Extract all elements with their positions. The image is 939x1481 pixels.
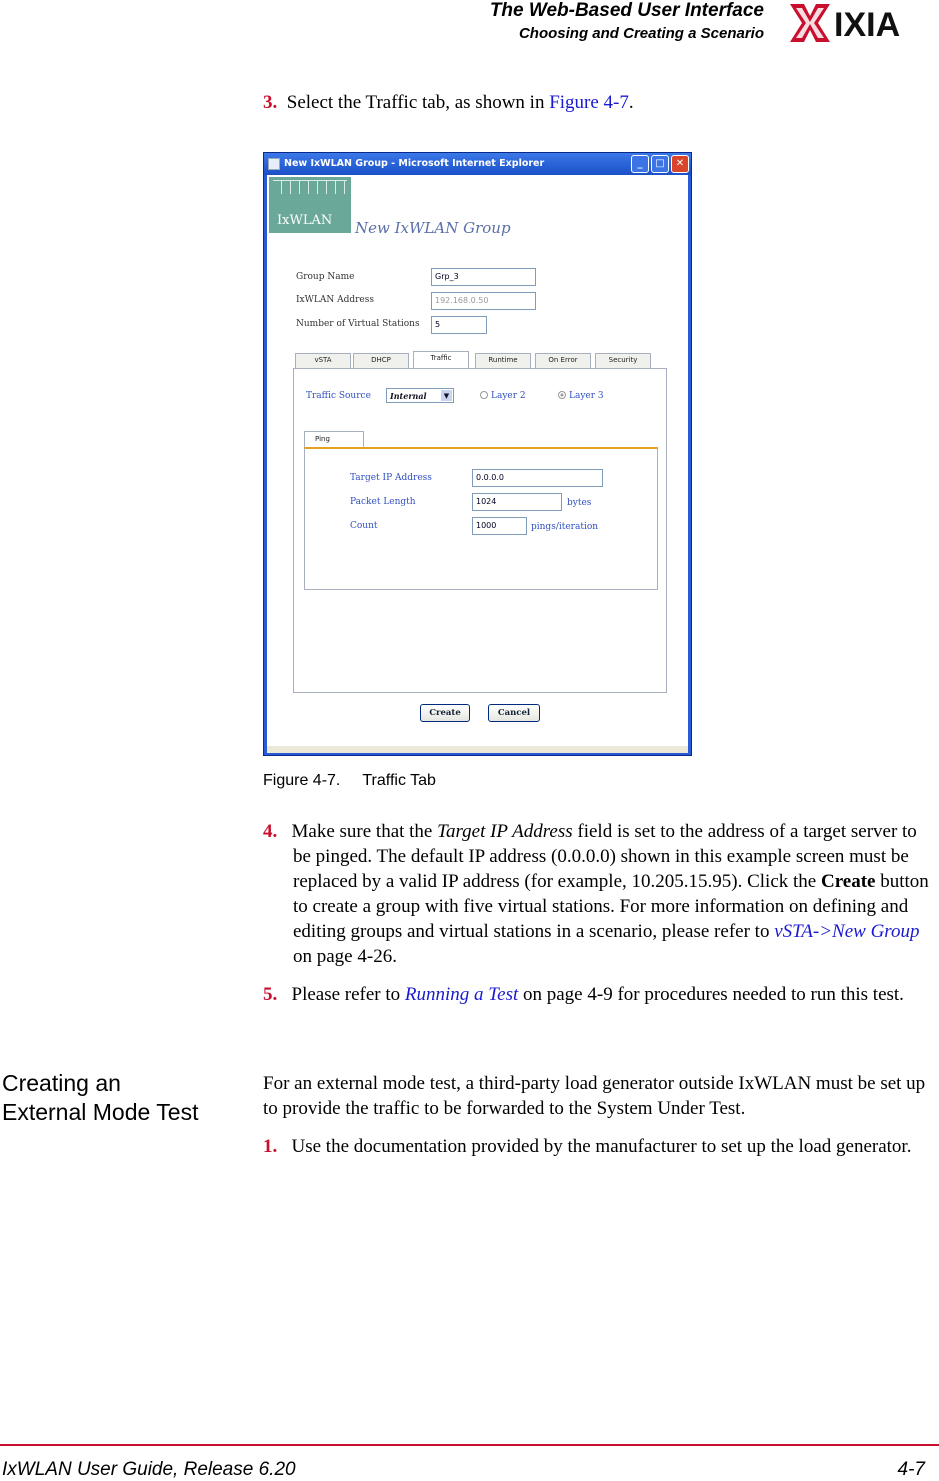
figure-link[interactable]: Figure 4-7 bbox=[549, 92, 629, 113]
close-icon[interactable]: ✕ bbox=[671, 155, 689, 173]
layer2-radio[interactable]: Layer 2 bbox=[480, 391, 526, 401]
packet-length-label: Packet Length bbox=[350, 497, 416, 507]
traffic-source-select[interactable]: Internal ▼ bbox=[386, 388, 454, 403]
page-number: 4-7 bbox=[897, 1459, 925, 1480]
radio-selected-icon bbox=[558, 391, 566, 399]
figure-label: Figure 4-7. bbox=[263, 772, 341, 789]
banner-name: IxWLAN bbox=[277, 213, 333, 228]
running-a-test-link[interactable]: Running a Test bbox=[404, 984, 519, 1005]
stations-input[interactable]: 5 bbox=[431, 316, 487, 334]
tab-security[interactable]: Security bbox=[595, 353, 651, 368]
layer3-radio[interactable]: Layer 3 bbox=[558, 391, 604, 401]
footer-title: IxWLAN User Guide, Release 6.20 bbox=[2, 1459, 296, 1480]
running-header-title: The Web-Based User Interface bbox=[489, 0, 764, 21]
figure-title: Traffic Tab bbox=[362, 772, 436, 789]
footer-rule bbox=[0, 1444, 939, 1446]
packet-length-input[interactable]: 1024 bbox=[472, 493, 562, 511]
tab-on-error[interactable]: On Error bbox=[535, 353, 591, 368]
group-name-label: Group Name bbox=[296, 272, 355, 282]
screenshot-window bbox=[263, 152, 692, 756]
vsta-new-group-link[interactable]: vSTA->New Group bbox=[774, 921, 920, 942]
tab-traffic[interactable]: Traffic bbox=[413, 351, 469, 368]
ixia-logo bbox=[786, 0, 936, 46]
traffic-source-label: Traffic Source bbox=[306, 391, 371, 401]
section-heading: Creating an External Mode Test bbox=[2, 1070, 199, 1125]
ie-icon bbox=[268, 158, 280, 170]
cancel-button[interactable]: Cancel bbox=[488, 704, 540, 722]
ixwlan-banner bbox=[269, 177, 351, 233]
ping-panel bbox=[304, 447, 658, 590]
group-name-input[interactable]: Grp_3 bbox=[431, 268, 536, 286]
window-title: New IxWLAN Group - Microsoft Internet Explorer bbox=[284, 158, 545, 169]
window-client bbox=[267, 175, 688, 753]
traffic-panel bbox=[293, 368, 667, 693]
form-title: New IxWLAN Group bbox=[355, 219, 511, 237]
tab-strip bbox=[295, 353, 655, 368]
step-5: 5. Please refer to Running a Test on page 4-9 for procedures needed to run this test. bbox=[263, 984, 904, 1005]
subtab-ping[interactable]: Ping bbox=[304, 431, 364, 447]
radio-icon bbox=[480, 391, 488, 399]
running-header-subtitle: Choosing and Creating a Scenario bbox=[518, 25, 764, 42]
tab-runtime[interactable]: Runtime bbox=[475, 353, 531, 368]
create-button[interactable]: Create bbox=[420, 704, 470, 722]
count-label: Count bbox=[350, 521, 378, 531]
maximize-icon[interactable]: □ bbox=[651, 155, 669, 173]
count-input[interactable]: 1000 bbox=[472, 517, 527, 535]
figure-caption bbox=[263, 772, 436, 790]
step-3: 3. Select the Traffic tab, as shown in Figure 4-7. bbox=[263, 92, 634, 113]
logo-wordmark: IXIA bbox=[834, 6, 901, 44]
tab-vsta[interactable]: vSTA bbox=[295, 353, 351, 368]
target-ip-input[interactable]: 0.0.0.0 bbox=[472, 469, 603, 487]
address-label: IxWLAN Address bbox=[296, 295, 374, 305]
step-4: 4. Make sure that the Target IP Address field is set to the address of a target server to be pinged. The default IP address (0.0.0.0) shown in this example screen must be replaced by a valid IP address (for example, 10.205.15.95). Click the Create button to create a group with five virtual stations. For more information on defining and editing groups and virtual stations in a scenario, please refer to vSTA->New Group on page 4-26. bbox=[263, 821, 929, 967]
status-bar bbox=[267, 746, 688, 753]
section-step-1: 1. Use the documentation provided by the manufacturer to set up the load generator. bbox=[263, 1136, 912, 1157]
tab-dhcp[interactable]: DHCP bbox=[353, 353, 409, 368]
banner-ticks bbox=[273, 180, 347, 194]
chevron-down-icon: ▼ bbox=[441, 390, 452, 401]
window-titlebar bbox=[264, 153, 691, 175]
packet-length-unit: bytes bbox=[567, 498, 592, 508]
stations-label: Number of Virtual Stations bbox=[296, 319, 420, 329]
address-input[interactable]: 192.168.0.50 bbox=[431, 292, 536, 310]
minimize-icon[interactable]: _ bbox=[631, 155, 649, 173]
target-ip-label: Target IP Address bbox=[350, 473, 432, 483]
section-intro: For an external mode test, a third-party load generator outside IxWLAN must be set up to provide the traffic to be forwarded to the System Under Test. bbox=[263, 1073, 926, 1119]
count-unit: pings/iteration bbox=[531, 522, 599, 532]
